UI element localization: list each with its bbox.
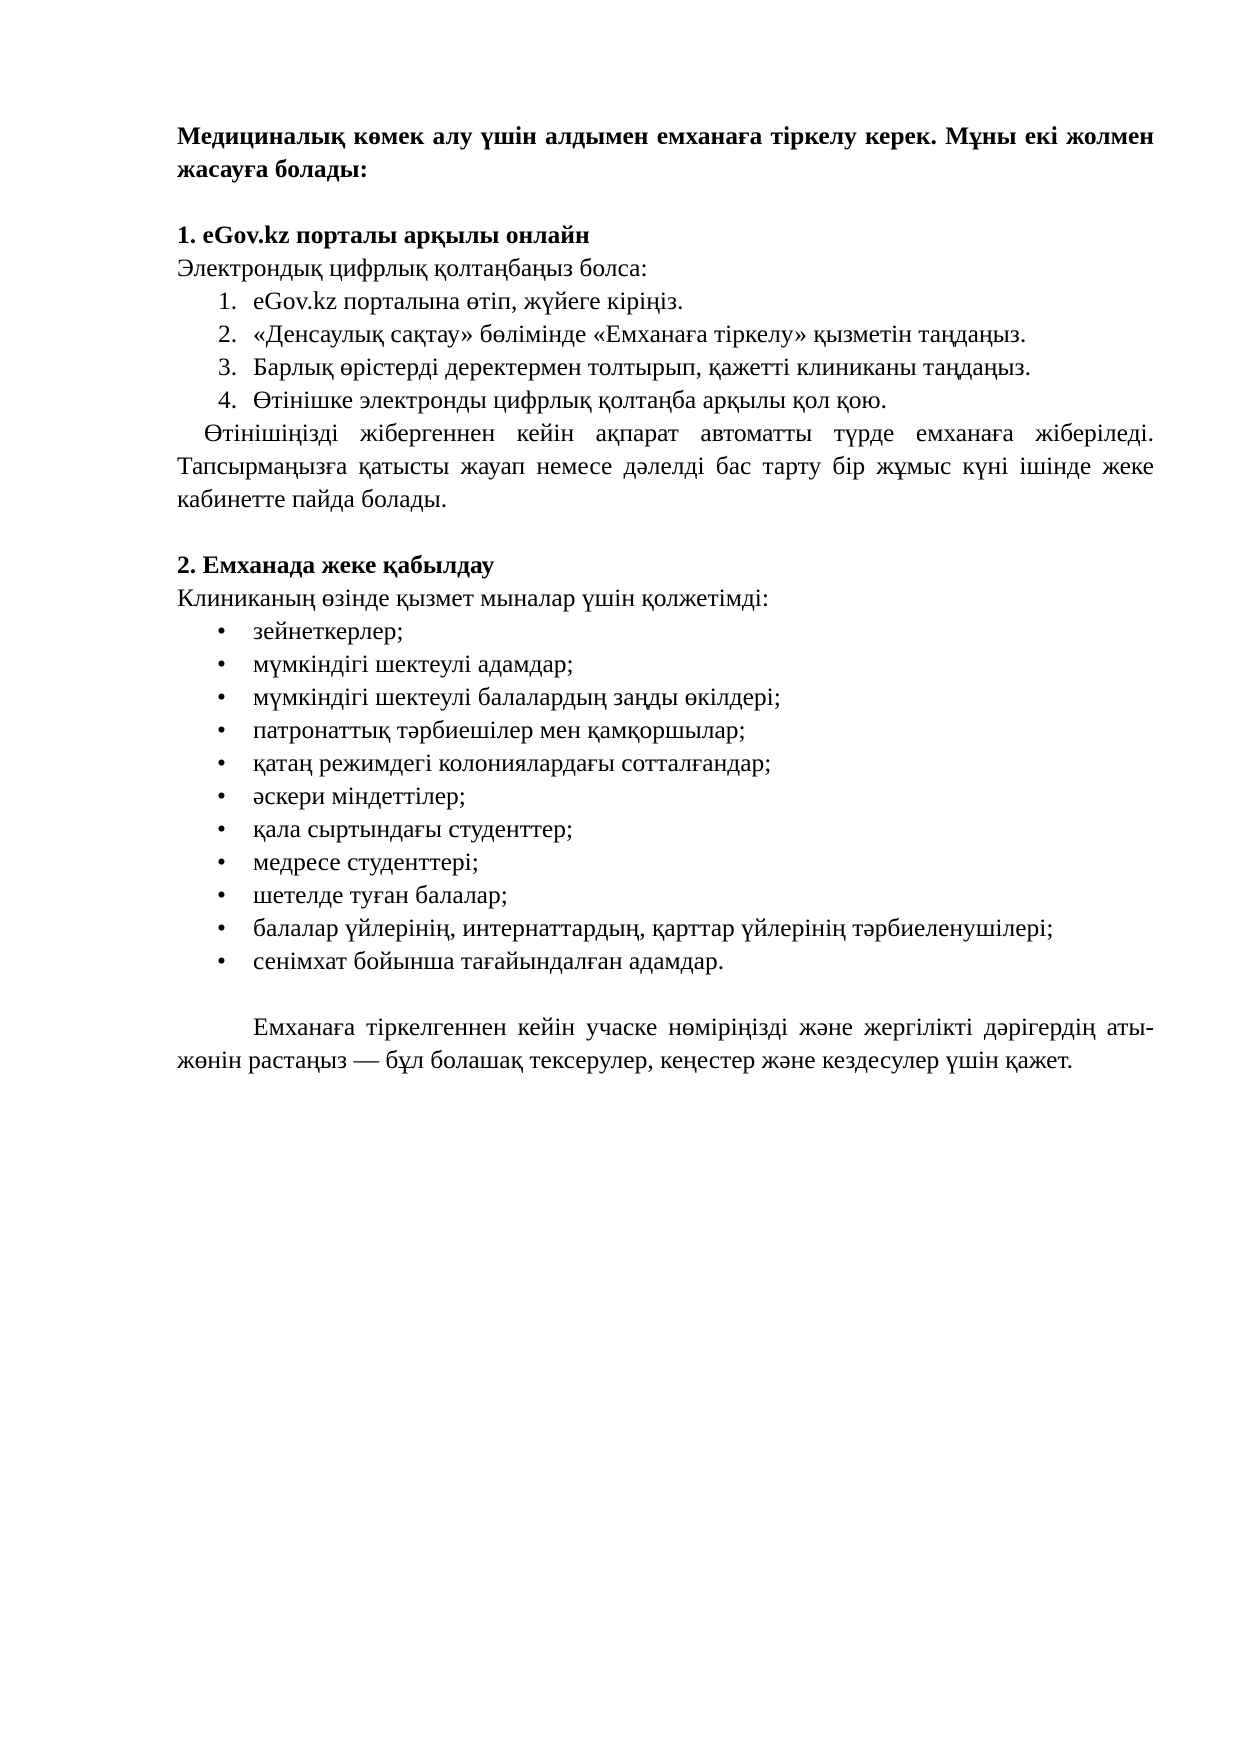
bullet-icon: • — [217, 781, 226, 810]
bullet-text: зейнеткерлер; — [253, 616, 404, 645]
bullet-item — [177, 647, 1154, 680]
bullet-text: әскери міндеттілер; — [253, 781, 466, 810]
bullet-icon: • — [217, 715, 226, 744]
step-number: 3. — [218, 352, 238, 381]
bullet-item — [177, 713, 1154, 746]
bullet-text: сенімхат бойынша тағайындалған адамдар. — [253, 946, 725, 975]
spacer — [177, 185, 1154, 218]
bullet-text: қала сыртындағы студенттер; — [253, 814, 574, 843]
bullet-icon: • — [217, 616, 226, 645]
step-number: 4. — [218, 385, 238, 414]
bullet-item — [177, 845, 1154, 878]
bullet-item — [177, 779, 1154, 812]
spacer — [177, 515, 1154, 548]
section1-lead: Электрондық цифрлық қолтаңбаңыз болса: — [177, 253, 648, 282]
step-text: «Денсаулық сақтау» бөлімінде «Емханаға тіркелу» қызметін таңдаңыз. — [253, 319, 1027, 348]
step-text: eGov.kz порталына өтіп, жүйеге кіріңіз. — [253, 286, 684, 315]
bullet-icon: • — [217, 748, 226, 777]
step-text: Барлық өрістерді деректермен толтырып, қажетті клиниканы таңдаңыз. — [253, 352, 1031, 381]
bullet-item — [177, 680, 1154, 713]
bullet-item — [177, 944, 1154, 977]
steps-list — [177, 284, 1154, 416]
bullet-icon: • — [217, 682, 226, 711]
bullet-text: патронаттық тәрбиешілер мен қамқоршылар; — [253, 715, 746, 744]
bullet-item — [177, 911, 1154, 944]
step-item — [177, 350, 1154, 383]
step-text: Өтінішке электронды цифрлық қолтаңба арқылы қол қою. — [253, 385, 887, 414]
document-page — [177, 119, 1154, 1076]
bullet-text: қатаң режимдегі колониялардағы сотталғандар; — [253, 748, 772, 777]
step-item — [177, 317, 1154, 350]
bullet-item — [177, 614, 1154, 647]
bullet-text: шетелде туған балалар; — [253, 880, 508, 909]
closing-paragraph: Емханаға тіркелгеннен кейін учаске нөміріңізді және жергілікті дәрігердің аты-жөнін растаңыз — бұл болашақ тексерулер, кеңестер және кездесулер үшін қажет. — [177, 1012, 1154, 1074]
step-item — [177, 383, 1154, 416]
step-number: 2. — [218, 319, 238, 348]
bullet-item — [177, 746, 1154, 779]
bullet-text: мүмкіндігі шектеулі балалардың заңды өкілдері; — [253, 682, 781, 711]
bullet-item — [177, 812, 1154, 845]
bullet-text: медресе студенттері; — [253, 847, 479, 876]
bullet-icon: • — [217, 847, 226, 876]
bullet-icon: • — [217, 649, 226, 678]
bullet-text: мүмкіндігі шектеулі адамдар; — [253, 649, 574, 678]
step-number: 1. — [218, 286, 238, 315]
section2-lead: Клиниканың өзінде қызмет мыналар үшін қолжетімді: — [177, 583, 769, 612]
bullet-text: балалар үйлерінің, интернаттардың, қарттар үйлерінің тәрбиеленушілері; — [253, 913, 1054, 942]
section2-heading: 2. Емханада жеке қабылдау — [177, 550, 495, 579]
bullet-list — [177, 614, 1154, 977]
spacer — [177, 977, 1154, 1010]
bullet-icon: • — [217, 814, 226, 843]
bullet-icon: • — [217, 880, 226, 909]
intro-heading: Медициналық көмек алу үшін алдымен емханаға тіркелу керек. Мұны екі жолмен жасауға болады: — [177, 121, 1154, 183]
bullet-icon: • — [217, 946, 226, 975]
section1-heading: 1. eGov.kz порталы арқылы онлайн — [177, 220, 590, 249]
bullet-item — [177, 878, 1154, 911]
section1-note: Өтінішіңізді жібергеннен кейін ақпарат автоматты түрде емханаға жіберіледі. Тапсырмаңызға қатысты жауап немесе дәлелді бас тарту бір жұмыс күні ішінде жеке кабинетте пайда болады. — [177, 418, 1154, 513]
step-item — [177, 284, 1154, 317]
bullet-icon: • — [217, 913, 226, 942]
